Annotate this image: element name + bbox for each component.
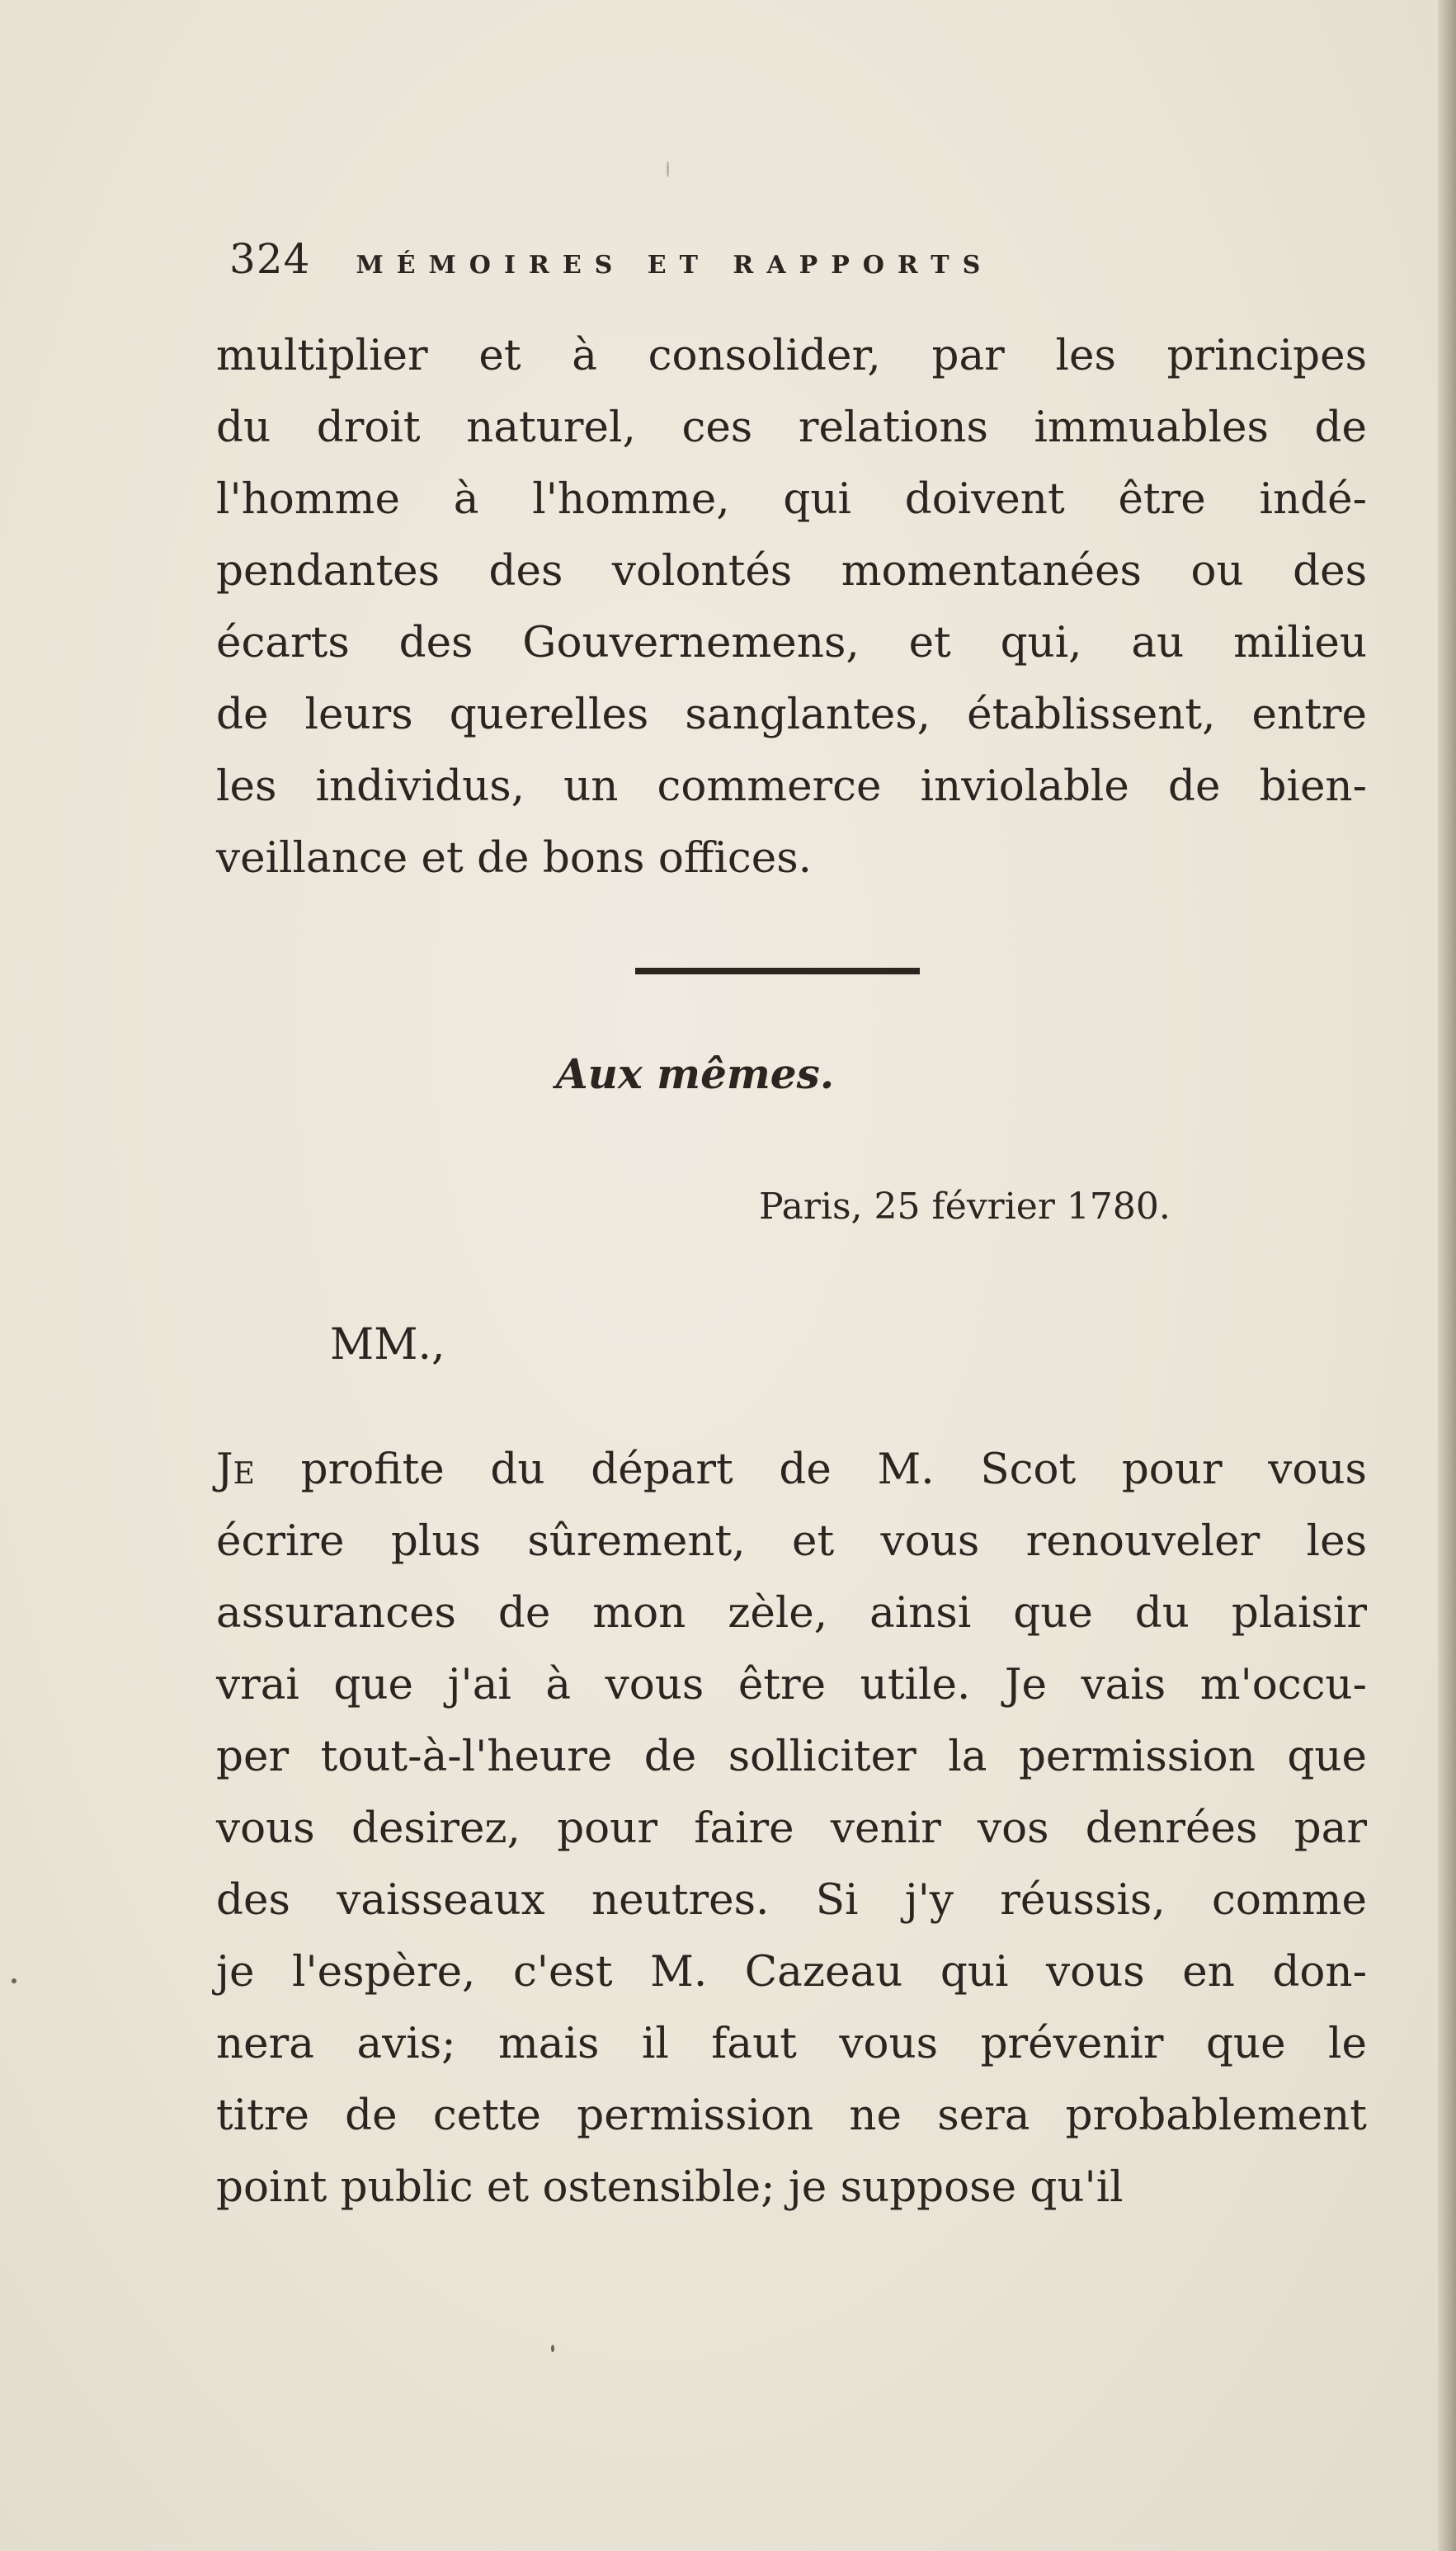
paragraph-2-first-line bbox=[216, 1434, 1367, 1506]
paragraph-1-line: pendantes des volontés momentanées ou des bbox=[216, 546, 1367, 596]
paragraph-2-line: vous desirez, pour faire venir vos denrées par bbox=[216, 1804, 1367, 1853]
first-line-rest: profite du départ de M. Scot pour vous bbox=[254, 1445, 1367, 1494]
paragraph-2-line: titre de cette permission ne sera probablement bbox=[216, 2091, 1367, 2140]
paragraph-2-line: assurances de mon zèle, ainsi que du plaisir bbox=[216, 1588, 1367, 1638]
running-head bbox=[229, 235, 1236, 301]
paragraph-1 bbox=[216, 320, 1367, 894]
paragraph-2-line: écrire plus sûrement, et vous renouveler les bbox=[216, 1516, 1367, 1566]
paragraph-1-line: les individus, un commerce inviolable de bien- bbox=[216, 762, 1367, 811]
paragraph-2-line: vrai que j'ai à vous être utile. Je vais m'occu- bbox=[216, 1660, 1367, 1709]
paragraph-1-line: l'homme à l'homme, qui doivent être indé- bbox=[216, 474, 1367, 524]
paragraph-2 bbox=[216, 1434, 1367, 2223]
paper-speck bbox=[551, 2345, 554, 2352]
paper-speck bbox=[12, 1978, 16, 1983]
paragraph-2-line: per tout-à-l'heure de solliciter la permission que bbox=[216, 1732, 1367, 1781]
paragraph-2-line: nera avis; mais il faut vous prévenir que le bbox=[216, 2019, 1367, 2068]
letter-heading: Aux mêmes. bbox=[555, 1049, 835, 1098]
initial-word: Je bbox=[216, 1445, 255, 1494]
paragraph-1-line: multiplier et à consolider, par les principes bbox=[216, 331, 1367, 380]
paper-speck bbox=[667, 161, 669, 177]
dateline: Paris, 25 février 1780. bbox=[759, 1186, 1171, 1228]
paragraph-2-line: des vaisseaux neutres. Si j'y réussis, comme bbox=[216, 1875, 1367, 1925]
paragraph-1-line: du droit naturel, ces relations immuables de bbox=[216, 403, 1367, 452]
salutation: MM., bbox=[330, 1320, 445, 1370]
page-edge-shadow bbox=[1438, 0, 1456, 2551]
paragraph-1-line: écarts des Gouvernemens, et qui, au milieu bbox=[216, 618, 1367, 667]
paragraph-2-line: je l'espère, c'est M. Cazeau qui vous en don- bbox=[216, 1947, 1367, 1997]
running-title: MÉMOIRES ET RAPPORTS bbox=[356, 251, 994, 280]
page-number: 324 bbox=[229, 235, 311, 283]
paragraph-1-line: veillance et de bons offices. bbox=[216, 833, 813, 883]
paragraph-2-line: point public et ostensible; je suppose qu'il bbox=[216, 2162, 1124, 2212]
section-divider-rule bbox=[635, 968, 920, 974]
paragraph-1-line: de leurs querelles sanglantes, établissent, entre bbox=[216, 690, 1367, 739]
